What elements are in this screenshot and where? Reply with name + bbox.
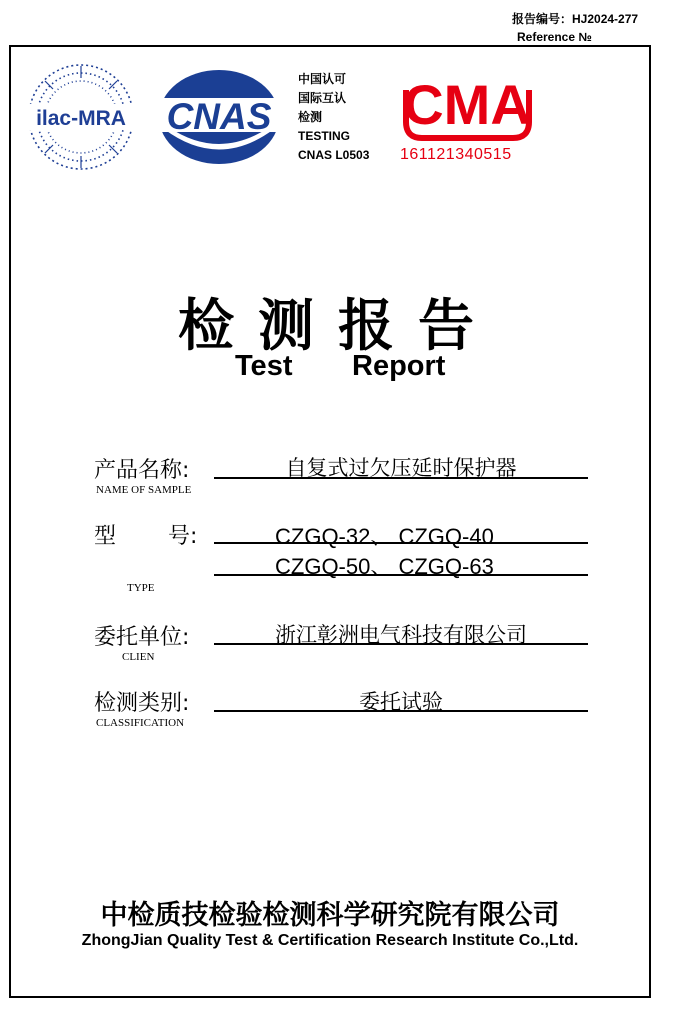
sample-value: 自复式过欠压延时保护器 [285, 456, 517, 480]
cnas-line-2: 国际互认 [298, 91, 347, 105]
classification-value: 委托试验 [359, 690, 443, 714]
ilac-text: ilac-MRA [36, 107, 126, 130]
cnas-line-3: 检测 [298, 110, 323, 124]
cma-number: 161121340515 [400, 146, 512, 163]
reference-label: Reference № [517, 30, 592, 44]
cma-text: CMA [403, 73, 531, 136]
client-sub: CLIEN [122, 651, 155, 663]
title-cn: 检测报告 [178, 294, 498, 359]
type-underline-2 [214, 574, 588, 576]
cnas-line-1: 中国认可 [298, 72, 347, 86]
sample-label: 产品名称: [94, 458, 190, 483]
type-value-1: CZGQ-32、 CZGQ-40 [275, 524, 494, 549]
client-value: 浙江彰洲电气科技有限公司 [275, 623, 527, 647]
cnas-logo [150, 66, 288, 168]
classification-label: 检测类别: [94, 691, 190, 716]
cnas-text: CNAS [166, 96, 272, 137]
classification-underline [214, 710, 588, 712]
report-number: 报告编号：HJ2024-277 [512, 12, 639, 26]
sample-underline [214, 477, 588, 479]
type-value-2: CZGQ-50、 CZGQ-63 [275, 554, 494, 579]
type-label-2: 号: [168, 524, 198, 549]
client-label: 委托单位: [94, 625, 190, 650]
organization-en: ZhongJian Quality Test & Certification Research Institute Co.,Ltd. [81, 932, 579, 949]
type-sub: TYPE [127, 582, 155, 594]
title-en-test: Test [235, 350, 293, 382]
cma-logo [400, 70, 535, 145]
cnas-accreditation [298, 70, 369, 165]
organization-cn: 中检质技检验检测科学研究院有限公司 [100, 900, 560, 931]
title-en-report: Report [352, 350, 446, 382]
ilac-mra-logo [24, 60, 138, 174]
cnas-line-4: TESTING [298, 129, 351, 143]
type-label-1: 型 [94, 524, 117, 549]
classification-sub: CLASSIFICATION [96, 717, 185, 729]
sample-sub: NAME OF SAMPLE [96, 484, 192, 496]
client-underline [214, 643, 588, 645]
cnas-line-5: CNAS L0503 [298, 148, 370, 162]
type-underline-1 [214, 542, 588, 544]
